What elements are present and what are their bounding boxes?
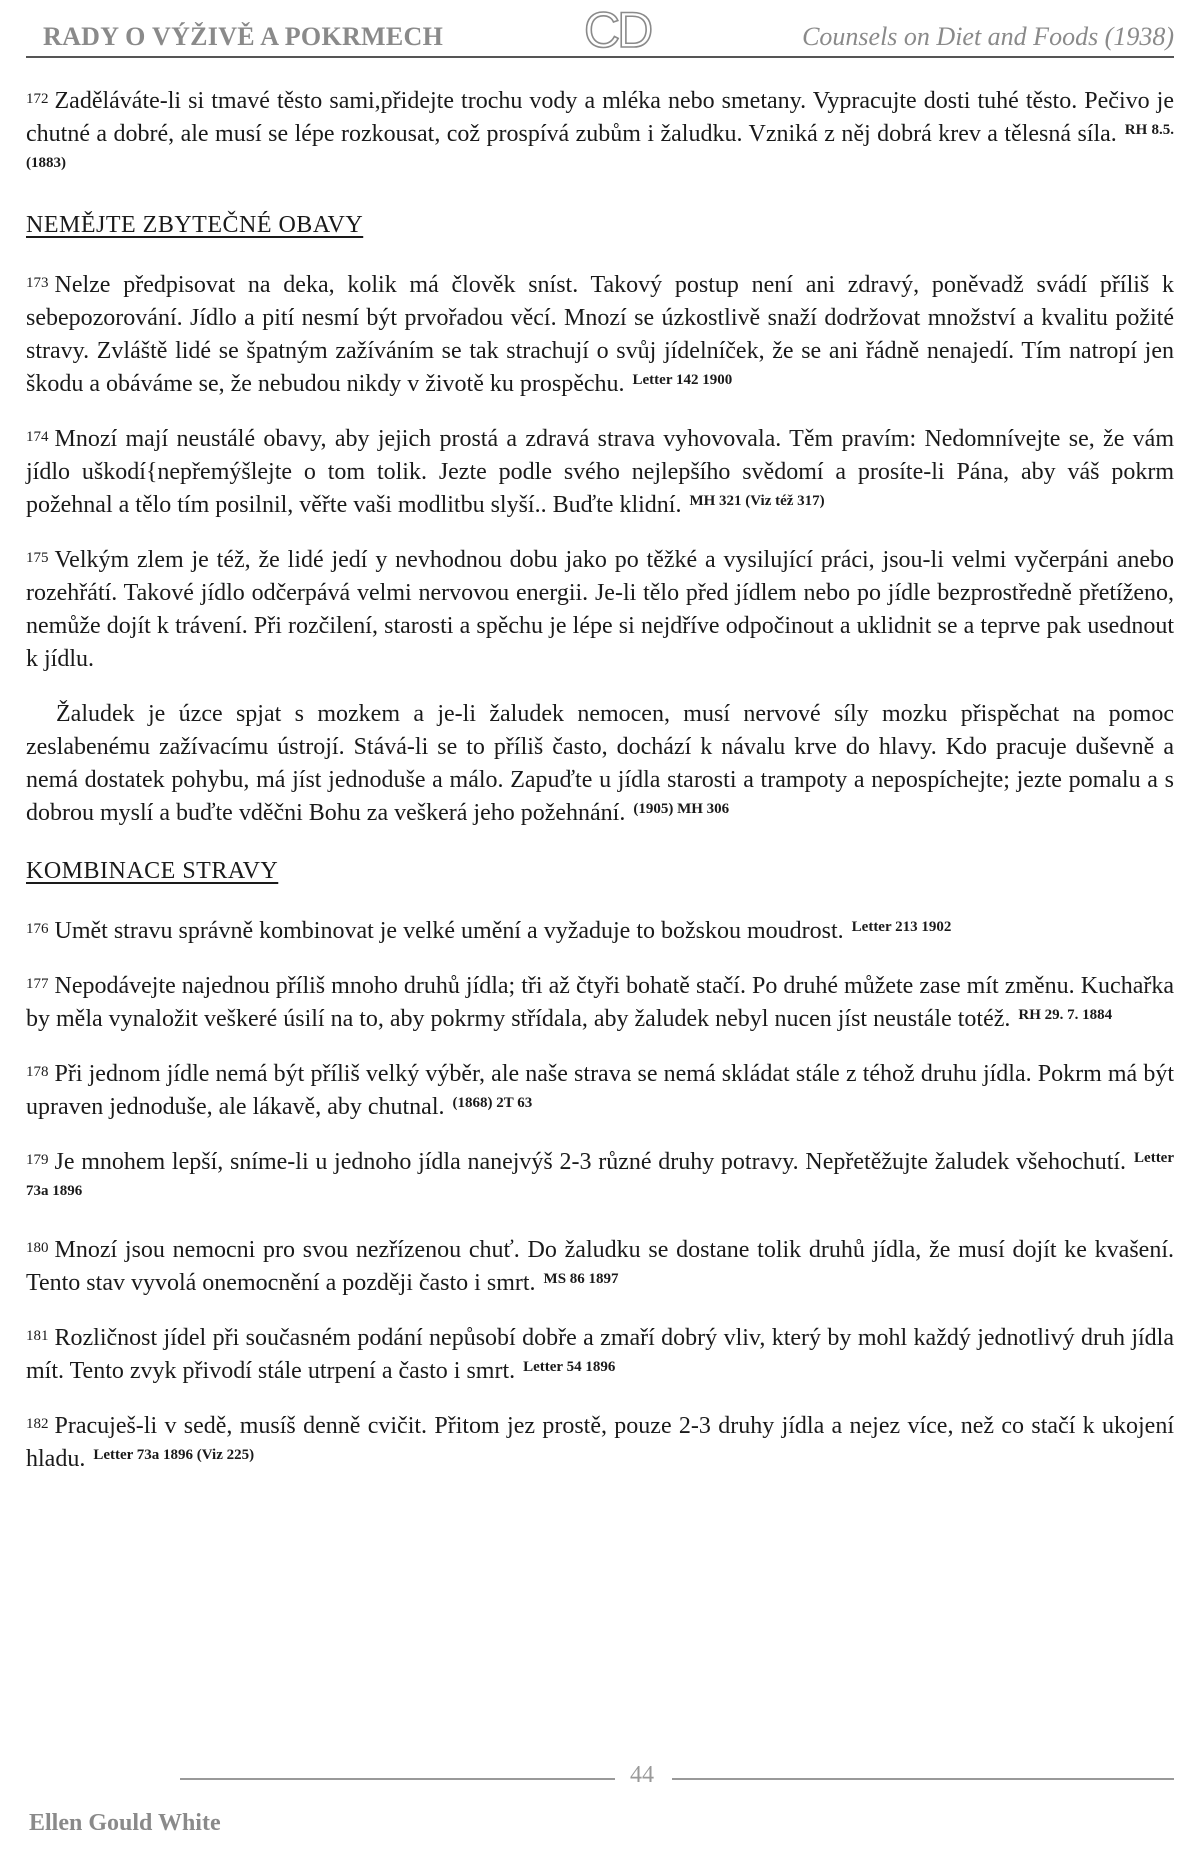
page-content xyxy=(26,85,1174,1498)
paragraph-number: 180 xyxy=(26,1240,49,1256)
paragraph-178 xyxy=(26,1058,1174,1124)
paragraph-175 xyxy=(26,544,1174,676)
source-reference: (1905) MH 306 xyxy=(633,801,730,817)
book-title-english: Counsels on Diet and Foods (1938) xyxy=(802,22,1174,51)
paragraph-number: 178 xyxy=(26,1064,49,1080)
paragraph-182 xyxy=(26,1410,1174,1476)
section-heading-obavy: NEMĚJTE ZBYTEČNÉ OBAVY xyxy=(26,212,364,238)
source-reference: RH 29. 7. 1884 xyxy=(1018,1007,1113,1023)
paragraph-181 xyxy=(26,1322,1174,1388)
source-reference: RH 8.5. (1883) xyxy=(26,122,1174,171)
source-reference: Letter 73a 1896 xyxy=(26,1150,1174,1199)
paragraph-173 xyxy=(26,269,1174,401)
source-reference: Letter 213 1902 xyxy=(851,919,952,935)
paragraph-number: 181 xyxy=(26,1328,49,1344)
paragraph-174 xyxy=(26,423,1174,522)
source-reference: Letter 73a 1896 (Viz 225) xyxy=(93,1447,255,1463)
paragraph-text: Žaludek je úzce spjat s mozkem a je-li žaludek nemocen, musí nervové síly mozku přispěchat na pomoc zeslabenému zažívacímu ústrojí. Stává-li se to příliš často, dochází k návalu krve do hlavy. Kdo pracuje duševně a nemá dostatek pohybu, má jíst jednoduše a málo. Zapuďte u jídla starosti a trampoty a nepospíchejte; jezte pomalu a s dobrou myslí a buďte vděčni Bohu za veškerá jeho požehnání. xyxy=(26,701,1174,826)
section-heading-kombinace: KOMBINACE STRAVY xyxy=(26,858,279,884)
paragraph-number: 177 xyxy=(26,976,49,992)
paragraph-177 xyxy=(26,970,1174,1036)
footer-rule-right xyxy=(672,1778,1174,1780)
paragraph-text: Pracuješ-li v sedě, musíš denně cvičit. Přitom jez prostě, pouze 2-3 druhy jídla a nejez více, než co stačí k ukojení hladu. xyxy=(26,1413,1174,1472)
paragraph-text: Zaděláváte-li si tmavé těsto sami,přidejte trochu vody a mléka nebo smetany. Vypracujte dosti tuhé těsto. Pečivo je chutné a dobré, ale musí se lépe rozkousat, což prospívá zubům i žaludku. Vzniká z něj dobrá krev a tělesná síla. xyxy=(26,88,1174,147)
paragraph-175-continued xyxy=(26,698,1174,830)
paragraph-180 xyxy=(26,1234,1174,1300)
paragraph-text: Mnozí mají neustálé obavy, aby jejich prostá a zdravá strava vyhovovala. Těm pravím: Nedomnívejte se, že vám jídlo uškodí{nepřemýšlejte o tom tolik. Jezte podle svého nejlepšího svědomí a prosíte-li Pána, aby váš pokrm požehnal a tělo tím posilnil, věřte vaši modlitbu slyší.. Buďte klidní. xyxy=(26,426,1174,518)
page-number: 44 xyxy=(630,1762,654,1788)
source-reference: Letter 54 1896 xyxy=(523,1359,616,1375)
footer-rule-left xyxy=(180,1778,615,1780)
source-reference: MS 86 1897 xyxy=(543,1271,619,1287)
paragraph-number: 173 xyxy=(26,275,49,291)
book-code-logo: CD xyxy=(584,2,651,58)
source-reference: MH 321 (Viz též 317) xyxy=(689,493,825,509)
paragraph-number: 182 xyxy=(26,1416,49,1432)
paragraph-text: Nepodávejte najednou příliš mnoho druhů jídla; tři až čtyři bohatě stačí. Po druhé můžete zase mít změnu. Kuchařka by měla vynaložit veškeré úsilí na to, aby pokrmy střídala, aby žaludek nebyl nucen jíst neustále totéž. xyxy=(26,973,1174,1032)
paragraph-text: Je mnohem lepší, sníme-li u jednoho jídla nanejvýš 2-3 různé druhy potravy. Nepřetěžujte žaludek všehochutí. xyxy=(54,1149,1127,1175)
paragraph-number: 179 xyxy=(26,1152,49,1168)
paragraph-text: Velkým zlem je též, že lidé jedí y nevhodnou dobu jako po těžké a vysilující práci, jsou-li velmi vyčerpáni anebo rozehřátí. Takové jídlo odčerpává velmi nervovou energii. Je-li tělo před jídlem nebo po jídle bezprostředně přetíženo, nemůže dojít k trávení. Při rozčilení, starosti a spěchu je lépe si nejdříve odpočinout a uklidnit se a teprve pak usednout k jídlu. xyxy=(26,547,1174,672)
paragraph-179 xyxy=(26,1146,1174,1212)
paragraph-text: Nelze předpisovat na deka, kolik má člověk sníst. Takový postup není ani zdravý, poněvadž svádí příliš k sebepozorování. Jídlo a pití nesmí být prvořadou věcí. Mnozí se úzkostlivě snaží dodržovat množství a kvalitu požité stravy. Zvláště lidé se špatným zažíváním se tak strachují o svůj jídelníček, že se ani řádně nenajedí. Tím natropí jen škodu a obáváme se, že nebudou nikdy v životě ku prospěchu. xyxy=(26,272,1174,397)
paragraph-text: Rozličnost jídel při současném podání nepůsobí dobře a zmaří dobrý vliv, který by mohl každý jednotlivý druh jídla mít. Tento zvyk přivodí stále utrpení a často i smrt. xyxy=(26,1325,1174,1384)
paragraph-text: Umět stravu správně kombinovat je velké umění a vyžaduje to božskou moudrost. xyxy=(54,918,844,944)
paragraph-number: 175 xyxy=(26,550,49,566)
book-title-czech: RADY O VÝŽIVĚ A POKRMECH xyxy=(43,22,444,51)
paragraph-text: Při jednom jídle nemá být příliš velký výběr, ale naše strava se nemá skládat stále z téhož druhu jídla. Pokrm má být upraven jednoduše, ale lákavě, aby chutnal. xyxy=(26,1061,1174,1120)
paragraph-number: 176 xyxy=(26,921,49,937)
source-reference: Letter 142 1900 xyxy=(632,372,733,388)
author-name: Ellen Gould White xyxy=(29,1810,221,1836)
page-header xyxy=(26,0,1174,58)
paragraph-176 xyxy=(26,915,1174,948)
paragraph-172 xyxy=(26,85,1174,184)
paragraph-number: 172 xyxy=(26,91,49,107)
paragraph-number: 174 xyxy=(26,429,49,445)
paragraph-text: Mnozí jsou nemocni pro svou nezřízenou chuť. Do žaludku se dostane tolik druhů jídla, že musí dojít ke kvašení. Tento stav vyvolá onemocnění a později často i smrt. xyxy=(26,1237,1174,1296)
source-reference: (1868) 2T 63 xyxy=(452,1095,533,1111)
